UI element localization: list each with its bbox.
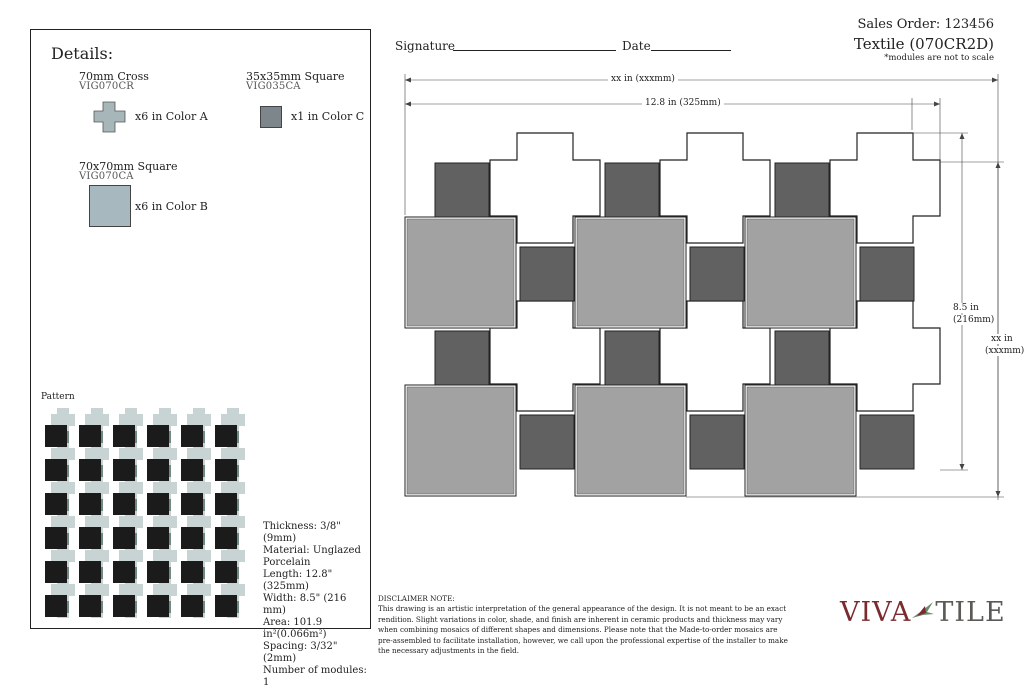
small-square-tile <box>605 331 659 385</box>
date-label: Date <box>622 39 651 53</box>
large-square-tile <box>407 219 514 326</box>
spec-line: Area: 101.9 in²(0.066m²) <box>263 617 327 640</box>
small-square-tile <box>520 415 574 469</box>
arrow <box>405 102 411 107</box>
dim-overall-width-label: xx in (xxxmm) <box>608 74 678 84</box>
small-square-tile <box>435 331 489 385</box>
hummingbird-icon <box>911 600 935 624</box>
logo-tile-text: TILE <box>935 597 1006 628</box>
item-cross-qty: x6 in Color A <box>135 110 208 123</box>
item-large-square-name: 70x70mm Square <box>79 160 178 173</box>
item-small-square-qty: x1 in Color C <box>291 110 365 123</box>
arrow <box>405 78 411 83</box>
small-square-tile <box>520 247 574 301</box>
dim-overall-height-mm-label: (xxxmm) <box>982 346 1024 356</box>
small-square-tile <box>690 247 744 301</box>
details-title: Details: <box>51 44 114 63</box>
arrow <box>960 464 965 470</box>
small-square-tile <box>435 163 489 217</box>
arrow <box>996 162 1001 168</box>
logo-viva-text: VIVA <box>840 597 912 628</box>
scale-note: *modules are not to scale <box>884 53 994 63</box>
tile-layout <box>405 133 940 496</box>
large-square-tile <box>577 387 684 494</box>
disclaimer-line: rendition. Slight variations in color, shade, and finish are inherent in ceramic products and thickness may vary <box>378 614 783 624</box>
small-square-tile <box>860 247 914 301</box>
small-square-tile <box>690 415 744 469</box>
item-large-square-code: VIG070CA <box>79 171 134 182</box>
small-square-tile <box>860 415 914 469</box>
spec-line: Material: Unglazed <box>263 545 361 556</box>
signature-label: Signature <box>395 39 456 53</box>
dim-width-label: 12.8 in (325mm) <box>642 98 724 108</box>
small-square-tile <box>775 331 829 385</box>
small-square-tile <box>775 163 829 217</box>
large-square-tile <box>407 387 514 494</box>
spec-line: Thickness: 3/8" (9mm) <box>263 521 341 544</box>
item-small-square-code: VIG035CA <box>246 81 301 92</box>
vivatile-logo <box>840 597 1006 628</box>
large-square-tile <box>747 219 854 326</box>
spec-line: Width: 8.5" (216 mm) <box>263 593 347 616</box>
large-square-tile <box>747 387 854 494</box>
spec-line: Porcelain <box>263 557 311 568</box>
small-square-tile <box>605 163 659 217</box>
item-small-square-name: 35x35mm Square <box>246 70 345 83</box>
disclaimer-line: pre-assembled to facilitate installation, however, we call upon the professional expertise of the installer to make <box>378 635 788 645</box>
large-square-tile <box>577 219 684 326</box>
spec-line: Number of modules: 1 <box>263 665 367 688</box>
dim-height-in-label: 8.5 in <box>950 303 982 313</box>
item-cross-code: VIG070CR <box>79 81 135 92</box>
dim-overall-height-in-label: xx in <box>988 334 1016 344</box>
dim-height-mm-label: (216mm) <box>950 315 997 325</box>
disclaimer-line: the necessary adjustments in the field. <box>378 646 520 656</box>
disclaimer <box>378 594 798 656</box>
disclaimer-title: DISCLAIMER NOTE: <box>378 594 455 603</box>
item-cross-name: 70mm Cross <box>79 70 149 83</box>
spec-line: Length: 12.8" (325mm) <box>263 569 333 592</box>
arrow <box>996 491 1001 497</box>
sales-order: Sales Order: 123456 <box>857 17 994 32</box>
disclaimer-line: when combining mosaics of different shapes and dimensions. Please note that the Made-to-order mosaics are <box>378 625 778 635</box>
product-name: Textile (070CR2D) <box>853 35 994 53</box>
item-large-square-qty: x6 in Color B <box>135 200 208 213</box>
pattern-label: Pattern <box>41 392 75 402</box>
spec-line: Spacing: 3/32" (2mm) <box>263 641 338 664</box>
arrow <box>934 102 940 107</box>
arrow <box>992 78 998 83</box>
disclaimer-line: This drawing is an artistic interpretation of the general appearance of the design. It is not meant to be an exact <box>378 604 787 614</box>
arrow <box>960 133 965 139</box>
